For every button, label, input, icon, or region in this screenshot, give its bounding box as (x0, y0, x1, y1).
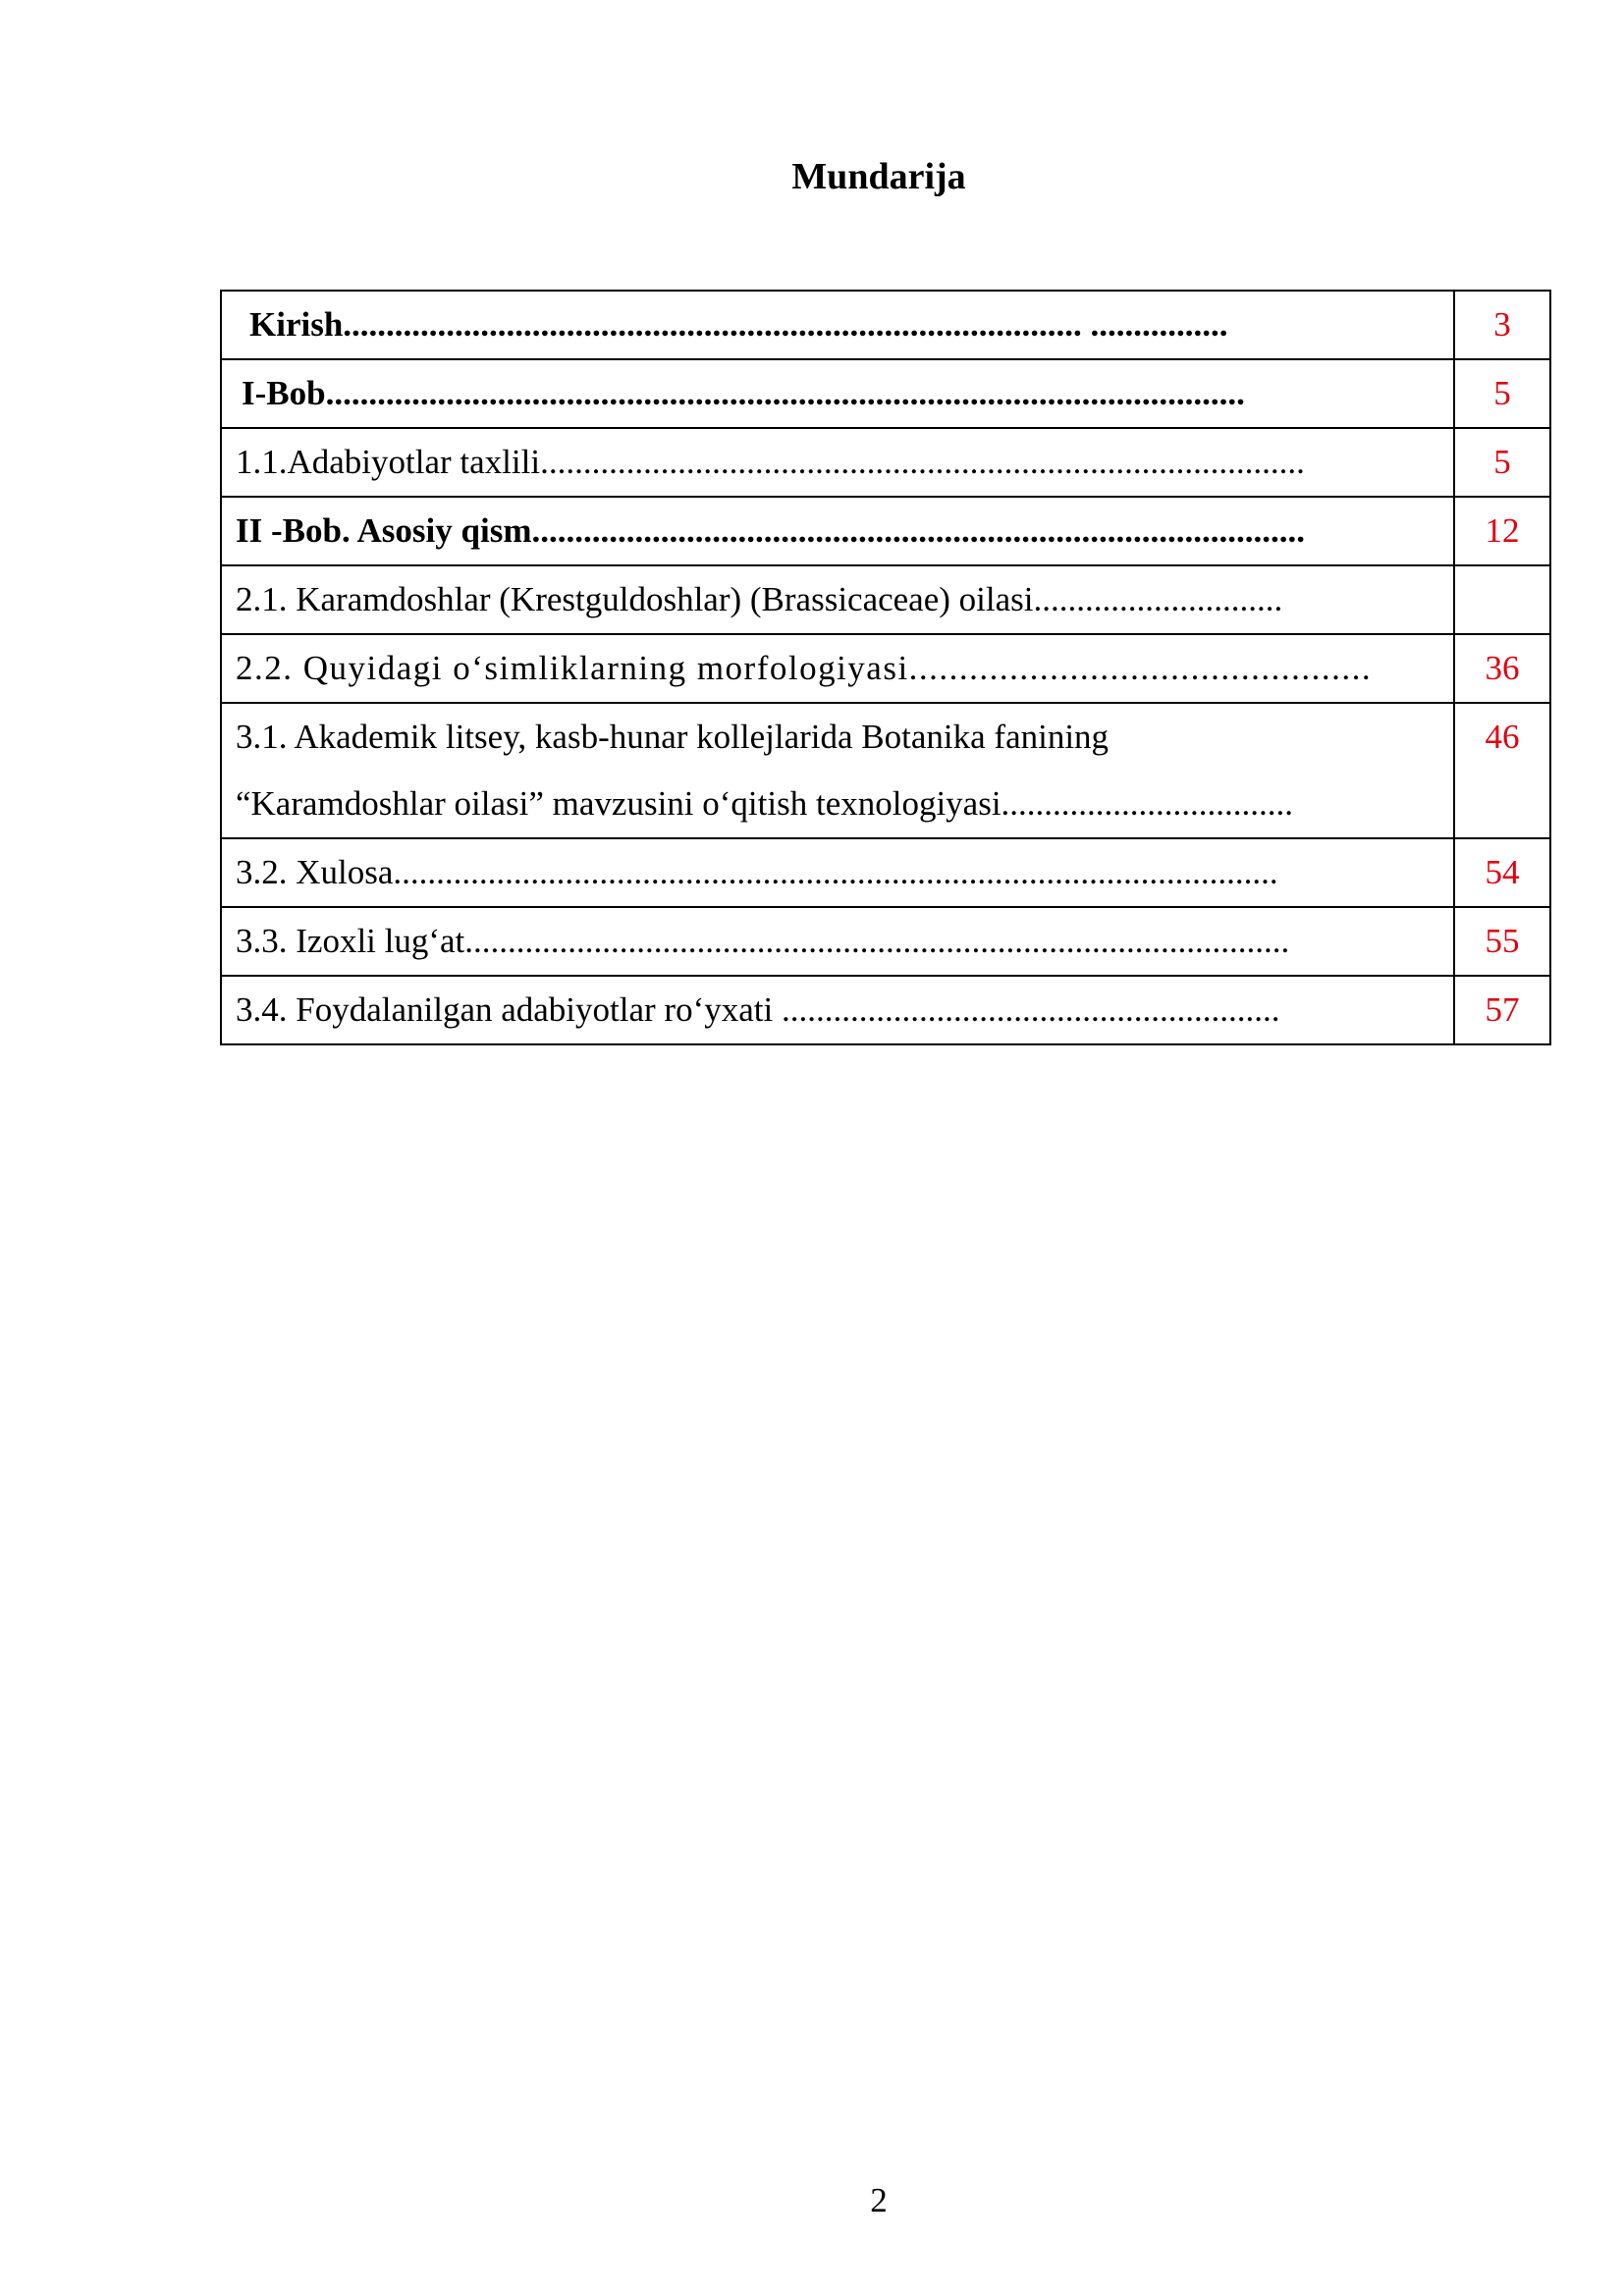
toc-entry-page: 55 (1454, 907, 1550, 976)
toc-entry-title (221, 703, 1454, 838)
toc-entry-title-line1: 3.1. Akademik litsey, kasb-hunar kollejlarida Botanika fanining (236, 718, 1110, 756)
toc-entry-title: 2.2. Quyidagi o‘simliklarning morfologiyasi.............................................. (221, 634, 1454, 703)
table-row (221, 703, 1550, 838)
toc-entry-title: 2.1. Karamdoshlar (Krestguldoshlar) (Brassicaceae) oilasi............................. (221, 565, 1454, 634)
page-number: 2 (870, 2181, 888, 2219)
toc-entry-page: 12 (1454, 497, 1550, 565)
table-row (221, 359, 1550, 428)
toc-entry-page: 3 (1454, 291, 1550, 359)
toc-entry-title: I-Bob........................................................................................................... (221, 359, 1454, 428)
toc-entry-title: 1.1.Adabiyotlar taxlili......................................................................................... (221, 428, 1454, 497)
table-of-contents (220, 290, 1551, 1045)
table-row (221, 291, 1550, 359)
toc-entry-title: 3.4. Foydalanilgan adabiyotlar ro‘yxati .......................................................... (221, 976, 1454, 1044)
toc-entry-page: 36 (1454, 634, 1550, 703)
table-row (221, 565, 1550, 634)
toc-entry-title: Kirish...................................................................................... ................ (221, 291, 1454, 359)
table-row (221, 428, 1550, 497)
toc-entry-page: 5 (1454, 359, 1550, 428)
table-row (221, 497, 1550, 565)
toc-entry-page: 5 (1454, 428, 1550, 497)
page-title: Mundarija (791, 156, 966, 197)
table-row (221, 838, 1550, 907)
toc-entry-title-line2: “Karamdoshlar oilasi” mavzusini o‘qitish texnologiyasi.................................. (236, 784, 1294, 823)
toc-entry-page: 54 (1454, 838, 1550, 907)
table-row (221, 907, 1550, 976)
toc-entry-page: 46 (1454, 703, 1550, 838)
table-row (221, 976, 1550, 1044)
toc-entry-page: 57 (1454, 976, 1550, 1044)
toc-entry-title: 3.3. Izoxli lug‘at................................................................................................ (221, 907, 1454, 976)
toc-entry-title: 3.2. Xulosa....................................................................................................... (221, 838, 1454, 907)
toc-entry-page (1454, 565, 1550, 634)
table-row (221, 634, 1550, 703)
toc-entry-title: II -Bob. Asosiy qism.......................................................................................... (221, 497, 1454, 565)
